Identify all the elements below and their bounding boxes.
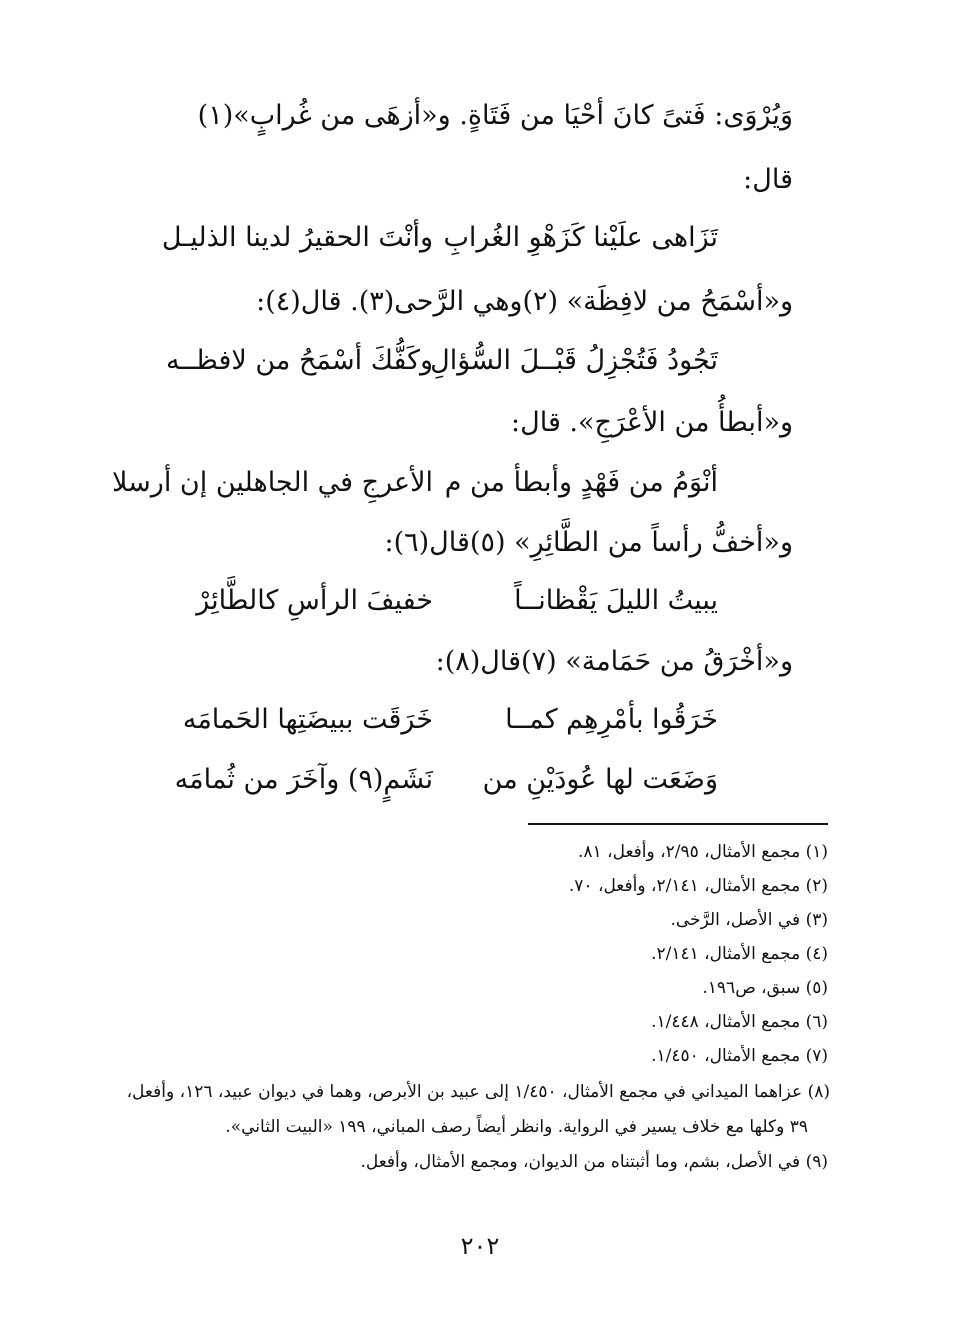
- page-number: ٢٠٢: [460, 1232, 500, 1260]
- prose-line-4: و«أسْمَحُ من لافِظَة» (٢)وهي الرَّحى(٣). قال(٤):: [256, 286, 793, 317]
- footnote-7: (٧) مجمع الأمثال، ١/٤٥٠.: [651, 1046, 828, 1066]
- footnote-1: (١) مجمع الأمثال، ٢/٩٥، وأفعل، ٨١.: [578, 842, 828, 862]
- footnote-4: (٤) مجمع الأمثال، ٢/١٤١.: [651, 944, 828, 964]
- verse-2-left-hemistich: وكَفُّكَ أسْمَحُ من لافظــه: [166, 345, 433, 376]
- prose-line-8: و«أخفُّ رأساً من الطَّائِرِ» (٥)قال(٦):: [384, 527, 793, 558]
- verse-4-right-hemistich: يبيتُ الليلَ يَقْظانــاً: [514, 585, 718, 616]
- verse-5-right-hemistich: خَرَقُوا بأمْرِهِم كمــا: [505, 704, 718, 735]
- verse-3-left-hemistich: الأعرجِ في الجاهلين إن أرسلا: [112, 467, 433, 498]
- footnote-5: (٥) سبق، ص١٩٦.: [702, 978, 828, 998]
- footnote-3: (٣) في الأصل، الرَّخى.: [670, 910, 828, 930]
- footnote-9: (٩) في الأصل، بشم، وما أثبتناه من الديوان، ومجمع الأمثال، وأفعل.: [360, 1152, 828, 1172]
- footnote-6: (٦) مجمع الأمثال، ١/٤٤٨.: [651, 1012, 828, 1032]
- prose-line-2: قال:: [743, 164, 793, 195]
- verse-1-right-hemistich: تَزَاهى علَيْنا كَزَهْوِ الغُرابِ: [443, 222, 718, 253]
- verse-6-left-hemistich: نَشَمٍ(٩) وآخَرَ من ثُمامَه: [174, 764, 433, 795]
- verse-1-left-hemistich: وأنْتَ الحقيرُ لدينا الذليـل: [161, 222, 433, 253]
- verse-4-left-hemistich: خفيفَ الرأسِ كالطَّائِرْ: [196, 585, 433, 616]
- footnote-8-continuation: ٣٩ وكلها مع خلاف يسير في الرواية. وانظر أيضاً رصف المباني، ١٩٩ «البيت الثاني».: [225, 1117, 808, 1137]
- footnote-8: (٨) عزاهما الميداني في مجمع الأمثال، ١/٤٥٠ إلى عبيد بن الأبرص، وهما في ديوان عبيد، ١٢٦، وأفعل،: [126, 1082, 830, 1102]
- footnote-2: (٢) مجمع الأمثال، ٢/١٤١، وأفعل، ٧٠.: [568, 876, 828, 896]
- verse-2-right-hemistich: تَجُودُ فَتُجْزِلُ قَبْــلَ السُّؤالِ: [430, 345, 718, 376]
- footnote-separator: [528, 823, 828, 825]
- prose-line-10: و«أخْرَقُ من حَمَامة» (٧)قال(٨):: [435, 646, 793, 677]
- verse-5-left-hemistich: خَرَقَت ببيضَتِها الحَمامَه: [182, 704, 433, 735]
- verse-3-right-hemistich: أنْوَمُ من فَهْدٍ وأبطأ من م: [444, 467, 718, 498]
- verse-6-right-hemistich: وَضَعَت لها عُودَيْنِ من: [482, 764, 718, 795]
- prose-line-6: و«أبطأُ من الأعْرَجِ». قال:: [511, 407, 793, 438]
- prose-line-1: وَيُرْوَى: فَتىً كانَ أحْيَا من فَتَاةٍ. و«أزهَى من غُرابٍ»(١): [197, 100, 793, 131]
